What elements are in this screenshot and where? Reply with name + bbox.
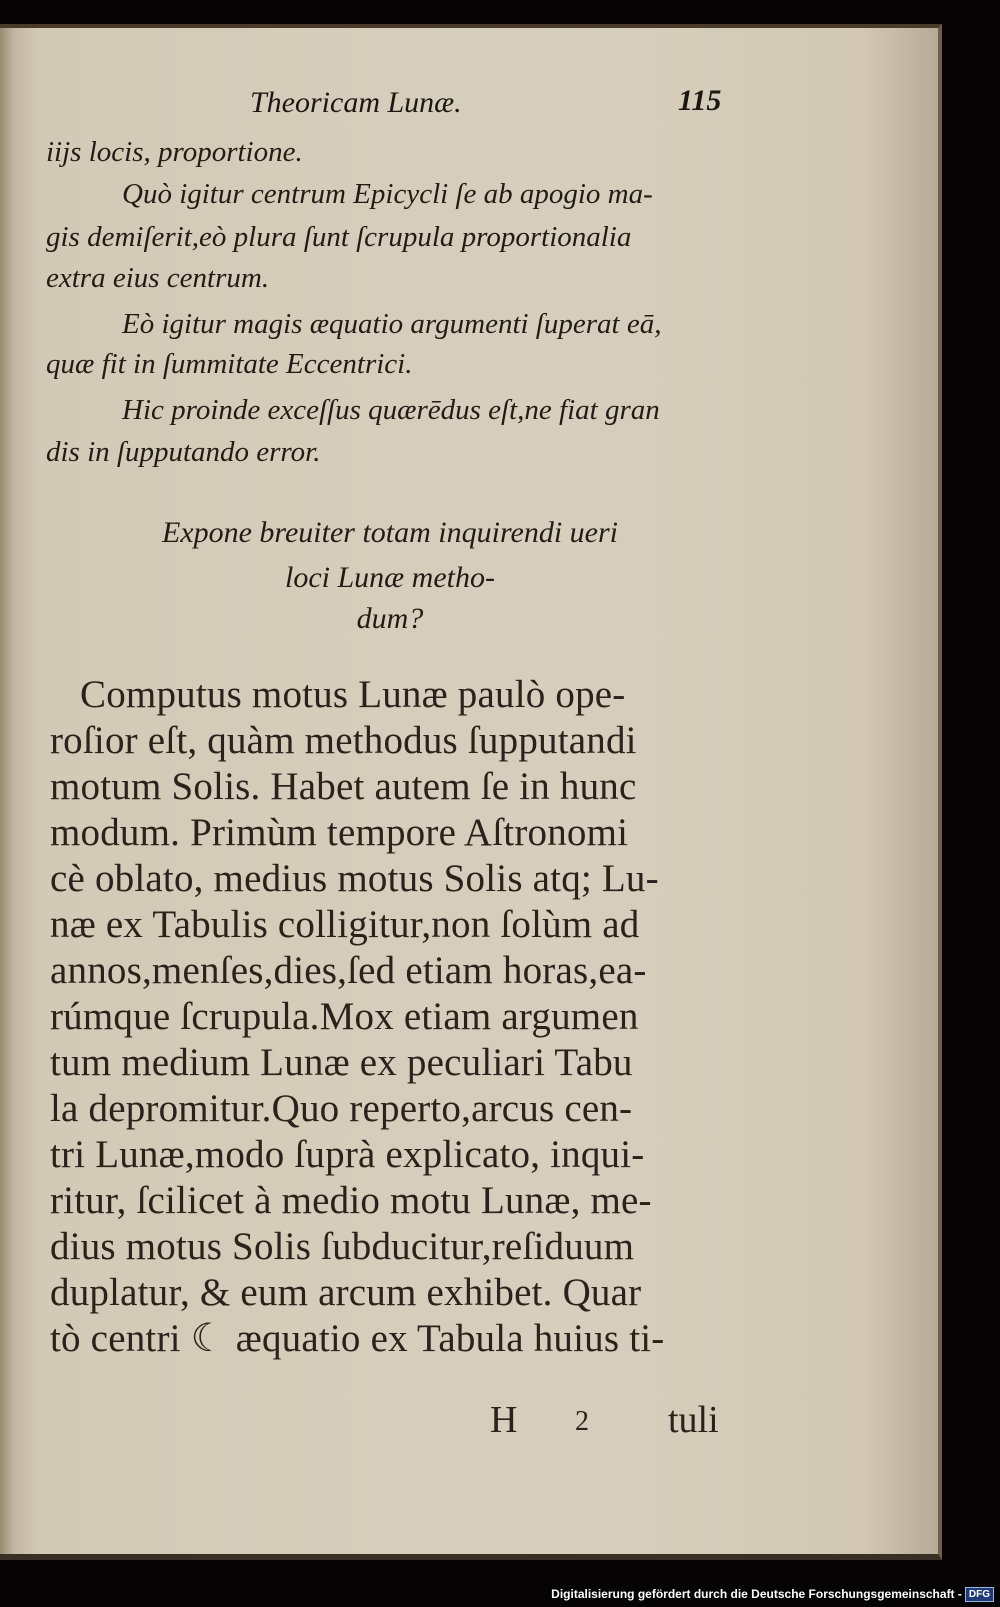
book-page	[0, 24, 942, 1560]
body-line: tò centri ☾ æquatio ex Tabula huius ti-	[50, 1317, 665, 1360]
text-line: extra eius centrum.	[46, 262, 270, 294]
text-line: dis in ſupputando error.	[46, 436, 321, 468]
text-line: Eò igitur magis æquatio argumenti ſuperat eā,	[122, 308, 662, 340]
body-line: tum medium Lunæ ex peculiari Tabu	[50, 1041, 633, 1084]
body-line: motum Solis. Habet autem ſe in hunc	[50, 765, 637, 808]
body-line: rúmque ſcrupula.Mox etiam argumen	[50, 995, 639, 1038]
page-number: 115	[678, 84, 722, 117]
text-line: gis demiſerit,eò plura ſunt ſcrupula proportionalia	[46, 221, 632, 253]
catchword: tuli	[668, 1399, 719, 1441]
text-line: quæ fit in ſummitate Eccentrici.	[46, 348, 413, 380]
question-line: dum?	[356, 602, 424, 635]
text-line: Quò igitur centrum Epicycli ſe ab apogio ma-	[122, 178, 653, 210]
body-line: modum. Primùm tempore Aſtronomi	[50, 811, 629, 854]
body-line: annos,menſes,dies,ſed etiam horas,ea-	[50, 949, 647, 992]
body-line: ritur, ſcilicet à medio motu Lunæ, me-	[50, 1179, 652, 1222]
body-line: roſior eſt, quàm methodus ſupputandi	[50, 719, 637, 762]
question-line: Expone breuiter totam inquirendi ueri	[161, 516, 619, 549]
question-line: loci Lunæ metho-	[285, 561, 495, 594]
body-line: tri Lunæ,modo ſuprà explicato, inqui-	[50, 1133, 645, 1176]
body-line: Computus motus Lunæ paulò ope-	[80, 673, 626, 716]
credit-text: Digitalisierung gefördert durch die Deutsche Forschungsgemeinschaft -	[551, 1587, 962, 1601]
text-line: Hic proinde exceſſus quærēdus eſt,ne fiat gran	[122, 394, 660, 426]
body-line: duplatur, & eum arcum exhibet. Quar	[50, 1271, 642, 1314]
text-line: iijs locis, proportione.	[46, 136, 303, 168]
signature-number: 2	[575, 1406, 589, 1437]
running-head: Theoricam Lunæ.	[250, 86, 462, 119]
digitization-credit	[551, 1585, 994, 1603]
body-line: cè oblato, medius motus Solis atq; Lu-	[50, 857, 659, 900]
body-line: dius motus Solis ſubducitur,reſiduum	[50, 1225, 635, 1268]
dfg-logo: DFG	[965, 1587, 994, 1602]
signature-mark: H	[490, 1399, 518, 1441]
body-line: la depromitur.Quo reperto,arcus cen-	[50, 1087, 633, 1130]
body-line: næ ex Tabulis colligitur,non ſolùm ad	[50, 903, 640, 946]
